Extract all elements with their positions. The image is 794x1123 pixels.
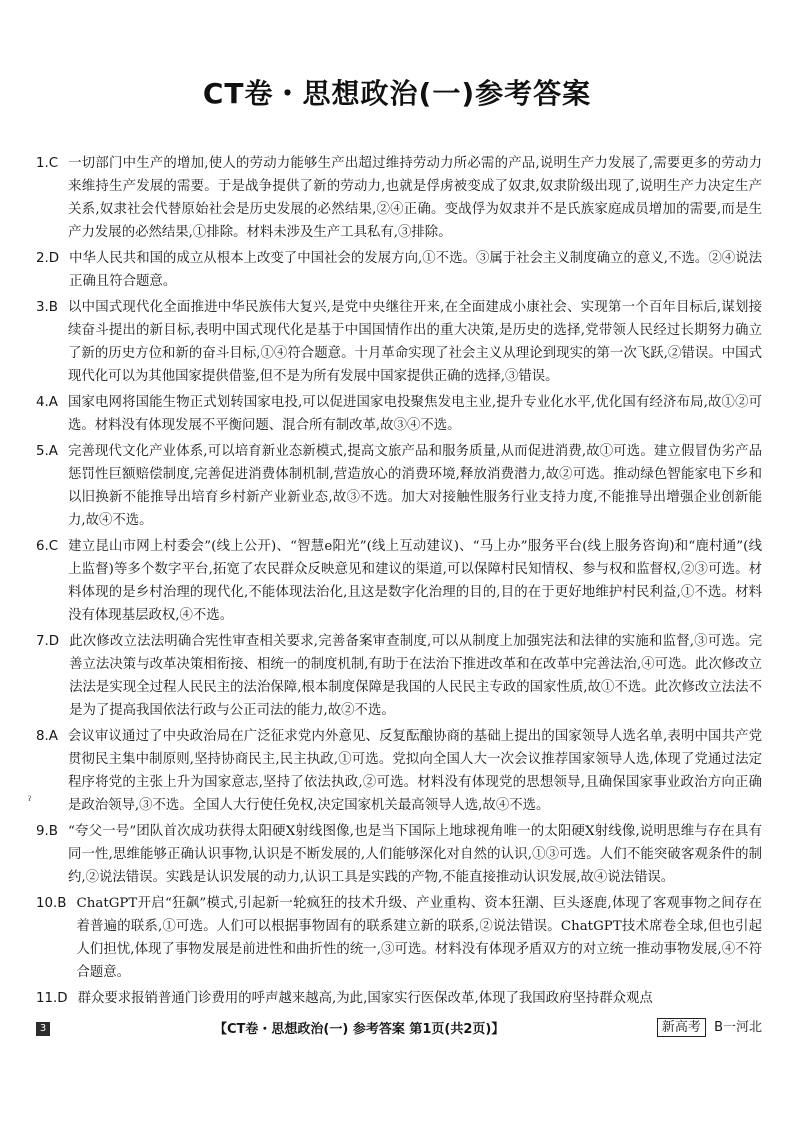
- footer-region: [657, 1016, 762, 1035]
- answer-item-2: [36, 247, 762, 293]
- answer-explanation: 国家电网将国能生物正式划转国家电投,可以促进国家电投聚焦发电主业,提升专业化水平,优化国有经济布局,故①②可选。材料没有体现发展不平衡问题、混合所有制改革,故③④不选。: [67, 395, 762, 433]
- answer-item-3: [36, 296, 762, 388]
- answer-item-9: [36, 820, 762, 889]
- answer-explanation: ChatGPT开启“狂飙”模式,引起新一轮疯狂的技术升级、产业重构、资本狂潮、巨头逐鹿,体现了客观事物之间存在着普遍的联系,①可选。人们可以根据事物固有的联系建立新的联系,②说法错误。ChatGPT技术席卷全球,但也引起人们担忧,体现了事物发展是前进性和曲折性的统一,③可选。材料没有体现矛盾双方的对立统一推动事物发展,④不符合题意。: [76, 896, 762, 980]
- page-footer: [36, 1018, 762, 1046]
- answer-number: 7.D: [36, 634, 60, 649]
- answer-number: 9.B: [36, 824, 58, 839]
- answer-explanation: 会议审议通过了中央政治局在广泛征求党内外意见、反复酝酿协商的基础上提出的国家领导人选名单,表明中国共产党贯彻民主集中制原则,坚持协商民主,民主执政,①可选。党拟向全国人大一次会议推荐国家领导人选,体现了党通过法定程序将党的主张上升为国家意志,坚持了依法执政,②可选。材料没有体现党的思想领导,且确保国家事业政治方向正确是政治领导,③不选。全国人大行使任免权,决定国家机关最高领导人选,故④不选。: [67, 729, 762, 813]
- answer-number: 5.A: [36, 444, 58, 459]
- answer-list: [36, 152, 762, 1013]
- answer-number: 10.B: [36, 896, 67, 911]
- answer-item-10: [36, 892, 762, 984]
- region-label: B一河北: [714, 1020, 762, 1035]
- answer-explanation: 中华人民共和国的成立从根本上改变了中国社会的发展方向,①不选。③属于社会主义制度确立的意义,不选。②④说法正确且符合题意。: [69, 251, 762, 289]
- answer-number: 8.A: [36, 729, 58, 744]
- answer-explanation: 完善现代文化产业体系,可以培育新业态新模式,提高文旅产品和服务质量,从而促进消费,故①可选。建立假冒伪劣产品惩罚性巨额赔偿制度,完善促进消费体制机制,营造放心的消费环境,释放消费潜力,故②可选。推动绿色智能家电下乡和以旧换新不能推导出培育乡村新产业新业态,故③不选。加大对接触性服务行业支持力度,不能推导出增强企业创新能力,故④不选。: [67, 444, 762, 528]
- answer-item-4: [36, 391, 762, 437]
- answer-item-5: [36, 440, 762, 532]
- exam-type-tag: 新高考: [657, 1018, 706, 1037]
- answer-item-11: [36, 987, 762, 1010]
- answer-number: 3.B: [36, 300, 58, 315]
- answer-number: 6.C: [36, 539, 59, 554]
- page-number-badge: 3: [36, 1022, 50, 1036]
- answer-number: 2.D: [36, 251, 60, 266]
- answer-number: 11.D: [36, 991, 68, 1006]
- answer-explanation: 以中国式现代化全面推进中华民族伟大复兴,是党中央继往开来,在全面建成小康社会、实现第一个百年目标后,谋划接续奋斗提出的新目标,表明中国式现代化是基于中国国情作出的重大决策,是历史的选择,党带领人民经过长期努力确立了新的历史方位和新的奋斗目标,①④符合题意。十月革命实现了社会主义从理论到现实的第一次飞跃,②错误。中国式现代化可以为其他国家提供借鉴,但不是为所有发展中国家提供正确的选择,③错误。: [67, 300, 763, 384]
- answer-number: 1.C: [36, 156, 59, 171]
- footer-title: 【CT卷・思想政治(一) 参考答案 第1页(共2页)】: [214, 1022, 505, 1037]
- answer-explanation: 此次修改立法法明确合宪性审查相关要求,完善备案审查制度,可以从制度上加强宪法和法律的实施和监督,③可选。完善立法决策与改革决策相衔接、相统一的制度机制,有助于在法治下推进改革和在改革中完善法治,④可选。此次修改立法法是实现全过程人民民主的法治保障,根本制度保障是我国的人民民主专政的国家性质,故①不选。此次修改立法法不是为了提高我国依法行政与公正司法的能力,故②不选。: [69, 634, 762, 718]
- answer-explanation: 建立昆山市网上村委会”(线上公开)、“智慧e阳光”(线上互动建议)、“马上办”服务平台(线上服务咨询)和“鹿村通”(线上监督)等多个数字平台,拓宽了农民群众反映意见和建议的渠道,可以保障村民知情权、参与权和监督权,②③可选。材料体现的是乡村治理的现代化,不能体现法治化,且这是数字化治理的目的,目的在于更好地维护村民利益,①不选。材料没有体现基层政权,④不选。: [68, 539, 762, 623]
- answer-explanation: “夸父一号”团队首次成功获得太阳硬X射线图像,也是当下国际上地球视角唯一的太阳硬X射线像,说明思维与存在具有同一性,思维能够正确认识事物,认识是不断发展的,人们能够深化对自然的认识,①③可选。人们不能突破客观条件的制约,②说法错误。实践是认识发展的动力,认识工具是实践的产物,不能直接推动认识发展,故④说法错误。: [67, 824, 762, 885]
- answer-item-7: [36, 630, 762, 722]
- answer-item-6: [36, 535, 762, 627]
- answer-explanation: 一切部门中生产的增加,使人的劳动力能够生产出超过维持劳动力所必需的产品,说明生产力发展了,需要更多的劳动力来维持生产发展的需要。于是战争提供了新的劳动力,也就是俘虏被变成了奴隶,奴隶阶级出现了,说明生产力决定生产关系,奴隶社会代替原始社会是历史发展的必然结果,②④正确。变战俘为奴隶并不是氏族家庭成员增加的需要,而是生产力发展的必然结果,①排除。材料未涉及生产工具私有,③排除。: [68, 156, 763, 240]
- page-title: CT卷・思想政治(一)参考答案: [202, 77, 592, 110]
- answer-explanation: 群众要求报销普通门诊费用的呼声越来越高,为此,国家实行医保改革,体现了我国政府坚持群众观点: [77, 991, 653, 1006]
- margin-mark: ˀ: [28, 794, 32, 808]
- answer-number: 4.A: [36, 395, 58, 410]
- answer-item-1: [36, 152, 762, 244]
- answer-item-8: [36, 725, 762, 817]
